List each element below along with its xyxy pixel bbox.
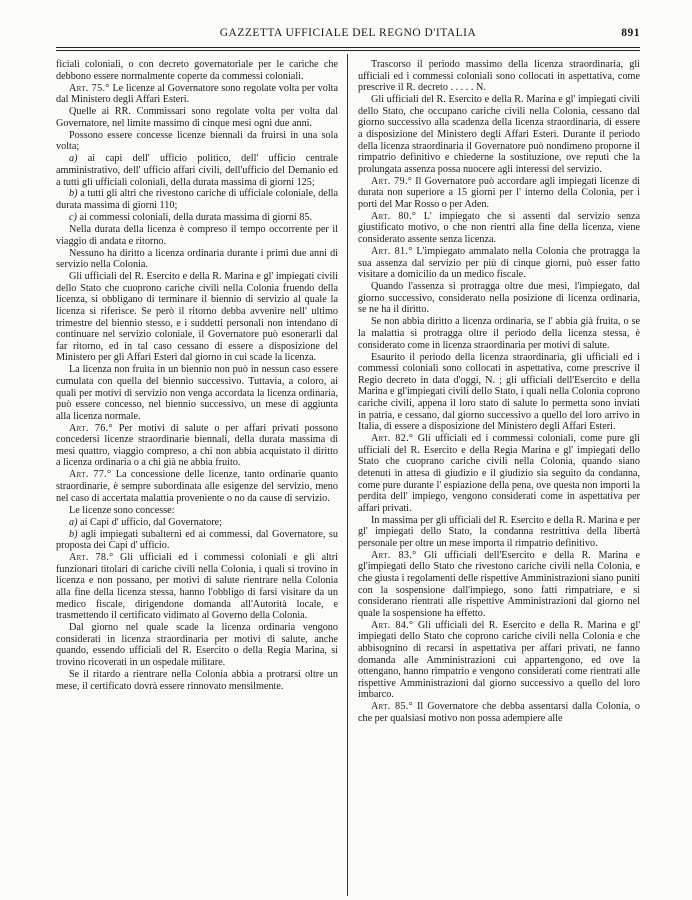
paragraph-text: Dal giorno nel quale scade la licenza ordinaria vengono considerati in licenza straordinaria per motivi di salute, anche quando, essendo ufficiali del R. Esercito o della Regia Marina, si trovino ricoverati in un ospedale militare. [56, 622, 338, 668]
paragraph [56, 669, 338, 692]
paragraph-text: ficiali coloniali, o con decreto governatoriale per le cariche che debbono essere normalmente coperte da commessi coloniali. [56, 59, 338, 82]
article-number: Art. 81.° [371, 246, 413, 258]
article-paragraph [358, 211, 640, 246]
article-number: Art. 75.° [69, 82, 110, 94]
article-paragraph [358, 176, 640, 211]
paragraph-text: Il Governatore può accordare agli impiegati licenze di durata non superiore a 15 giorni per l' interno della Colonia, per i porti del Mar Rosso o per Aden. [358, 175, 640, 210]
paragraph-text: Le licenze al Governatore sono regolate volta per volta dal Ministero degli Affari Esteri. [56, 82, 338, 106]
paragraph [56, 622, 338, 668]
paragraph [358, 352, 640, 433]
paragraph [358, 94, 640, 175]
paragraph-text: L' impiegato che si assenti dal servizio senza giustificato motivo, o che non rientri alla fine della licenza, viene considerato assente senza licenza. [358, 210, 640, 246]
left-column [56, 59, 338, 897]
article-paragraph [56, 83, 338, 106]
item-letter: b) [69, 188, 78, 200]
paragraph-text: Gli ufficiali del R. Esercito e della R. Marina e gl' impiegati dello Stato che coprono cariche civili nella Colonia e che abbisognino di recarsi in aspettativa per affari privati, ne fanno domanda alle Amministrazioni cui appartengono, ed ove la ottengano, hanno rimpatrio e vengono considerati come rientrati alle rispettive Amministrazioni dal giorno successivo a quello del loro imbarco. [358, 619, 640, 701]
paragraph-text: In massima per gli ufficiali del R. Esercito e della R. Marina e per gl' impiegati dello Stato, la condanna restrittiva della libertà personale per oltre un mese importa il rimpatrio definitivo. [358, 514, 640, 549]
paragraph [56, 224, 338, 247]
article-number: Art. 80.° [371, 210, 417, 222]
page-number: 891 [621, 27, 640, 39]
list-item [56, 188, 338, 211]
item-letter: a) [69, 516, 78, 528]
paragraph-text: Il Governatore che debba assentarsi dalla Colonia, o che per qualsiasi motivo non possa adempiere alle [358, 701, 640, 724]
paragraph [56, 59, 338, 82]
paragraph-text: Le licenze sono concesse: [69, 504, 175, 516]
paragraph-text: Se non abbia diritto a licenza ordinaria, se l' abbia già fruita, o se la malattia si protragga oltre il periodo della licenza stessa, è considerato come in licenza straordinaria per motivi di salute. [358, 316, 640, 351]
article-paragraph [56, 469, 338, 504]
paragraph-text: a tutti gli altri che rivestono cariche di ufficiale coloniale, della durata massima di giorni 110; [56, 188, 338, 212]
paragraph-text: L'impiegato ammalato nella Colonia che protragga la sua assenza dal servizio per più di cinque giorni, può esser fatto visitare a domicilio da un medico fiscale. [358, 246, 640, 281]
right-column [358, 59, 640, 897]
paragraph [358, 281, 640, 316]
paragraph-text: Nella durata della licenza è compreso il tempo occorrente per il viaggio di andata e ritorno. [56, 224, 338, 247]
paragraph [358, 515, 640, 550]
article-number: Art. 85.° [371, 701, 413, 713]
article-number: Art. 77.° [69, 469, 112, 481]
paragraph-text: Quando l'assenza si protragga oltre due mesi, l'impiegato, dal giorno successivo, considerato nella posizione di licenza ordinaria, se ne ha il diritto. [358, 281, 640, 316]
paragraph-text: Gli ufficiali ed i commessi coloniali, come pure gli ufficiali del R. Esercito e della Regia Marina e gl' impiegati dello Stato che cuoprano cariche civili nella Colonia, quando siano detenuti in attesa di giudizio e il giudizio sia seguito da condanna, come pure durante l' espiazione della pena, ove questa non importi la perdita dell' impiego, vengono considerati come in aspettativa per affari privati. [358, 433, 640, 514]
paragraph-text: Per motivi di salute o per affari privati possono concedersi licenze straordinarie biennali, della durata massima di mesi quattro, viaggio compreso, a chi non abbia acquistato il diritto a licenza ordinaria o a chi già ne abbia fruito. [56, 422, 338, 469]
header-rule-thin [56, 50, 640, 51]
paragraph-text: Esaurito il periodo della licenza straordinaria, gli ufficiali ed i commessi coloniali sono collocati in aspettativa, come prescrive il Regio decreto in data d'oggi, N. ; gli ufficiali dell'Esercito e della Marina e gl'impiegati civili dello Stato, i quali nella Colonia coprono cariche civili, appena il loro stato di salute lo permetta sono inviati in patria, e cessano, dal giorno successivo a quello del loro arrivo in Italia, di essere a disposizione del Ministero degli Affari Esteri. [358, 351, 640, 433]
paragraph [56, 248, 338, 271]
paragraph-text: ai Capi d' ufficio, dal Governatore; [80, 516, 223, 528]
paragraph-text: ai capi dell' ufficio politico, dell' ufficio centrale amministrativo, dell' ufficio affari civili, dell'ufficio del Demanio ed a tutti gli ufficiali coloniali, della durata massima di giorni 125; [56, 153, 338, 188]
item-letter: a) [69, 153, 78, 165]
list-item [56, 212, 338, 224]
paragraph-text: Nessuno ha diritto a licenza ordinaria durante i primi due anni di servizio nella Colonia. [56, 247, 338, 271]
paragraph [56, 364, 338, 422]
item-letter: b) [69, 528, 78, 540]
article-paragraph [358, 246, 640, 281]
paragraph-text: La licenza non fruita in un biennio non può in nessun caso essere cumulata con quella del biennio successivo. Tuttavia, a coloro, ai quali per motivi di servizio non venga accordata la licenza ordinaria, può essere concesso, nel biennio successivo, un mese di aggiunta alla licenza normale. [56, 364, 338, 422]
paragraph-text: Gli ufficiali del R. Esercito e della R. Marina e gl' impiegati civili dello Stato che cuoprono cariche civili nella Colonia fruendo della licenza, si obbligano di terminare il biennio di servizio al quale la licenza si riferisce. Se però il ritorno debba avvenire nell' ultimo trimestre del biennio stesso, e i suddetti personali non intendano di continuare nel servizio coloniale, il Governatore può esonerarli dal far ritorno, ed in tal caso cessano di essere a disposizione del Ministero per gli Affari Esteri dal giorno in cui scade la licenza. [56, 271, 338, 364]
article-number: Art. 78.° [69, 552, 114, 564]
paragraph [358, 316, 640, 351]
header-rule [56, 47, 640, 48]
article-number: Art. 82.° [371, 433, 414, 445]
paragraph-text: Quelle ai RR. Commissari sono regolate volta per volta dal Governatore, nel limite massimo di cinque mesi ogni due anni. [56, 106, 338, 129]
article-number: Art. 84.° [371, 619, 414, 631]
paragraph-text: La concessione delle licenze, tanto ordinarie quanto straordinarie, è sempre subordinata alle esigenze del servizio, meno nel caso di accertata malattia proveniente o no da cause di servizio. [56, 469, 338, 504]
article-paragraph [358, 701, 640, 724]
article-paragraph [358, 433, 640, 514]
paragraph [56, 106, 338, 129]
paragraph-text: Gli ufficiali dell'Esercito e della R. Marina e gl'impiegati dello Stato che rivestono cariche civili nella Colonia, e che giusta i regolamenti delle rispettive Amministrazioni siano puniti con la sospensione dall'impiego, sono fatti rimpatriare, e si considerano rientrati alle rispettive Amministrazioni dal giorno nel quale la sospensione ha effetto. [358, 549, 640, 619]
paragraph-text: agli impiegati subalterni ed ai commessi, dal Governatore, su proposta dei Capi d' ufficio. [56, 528, 338, 552]
article-paragraph [56, 423, 338, 469]
article-number: Art. 79.° [371, 175, 413, 187]
article-number: Art. 76.° [69, 422, 113, 434]
paragraph [56, 505, 338, 517]
paragraph [56, 271, 338, 364]
list-item [56, 153, 338, 188]
article-paragraph [358, 550, 640, 620]
page-header [56, 27, 640, 43]
paragraph-text: Se il ritardo a rientrare nella Colonia abbia a protrarsi oltre un mese, il certificato dovrà essere rinnovato mensilmente. [56, 668, 338, 692]
paragraph-text: Possono essere concesse licenze biennali da fruirsi in una sola volta; [56, 129, 338, 153]
paragraph-text: ai commessi coloniali, della durata massima di giorni 85. [79, 212, 313, 224]
item-letter: c) [69, 212, 77, 224]
paragraph [358, 59, 640, 94]
paragraph-text: Gli ufficiali ed i commessi coloniali e gli altri funzionari titolari di cariche civili nella Colonia, i quali si trovino in licenza e non possano, per motivi di salute rientrare nella Colonia alla fine della licenza stessa, hanno l'obbligo di farsi visitare da un medico fiscale, dirigendone domanda all'Autorità locale, e trasmettendo il certificato vidimato al Governo della Colonia. [56, 552, 338, 622]
paragraph-text: Trascorso il periodo massimo della licenza straordinaria, gli ufficiali ed i commessi coloniali sono collocati in aspettativa, come prescrive il R. decreto . . . . . N. [358, 59, 640, 94]
column-divider [347, 54, 348, 896]
paragraph-text: Gli ufficiali del R. Esercito e della R. Marina e gl' impiegati civili dello Stato, che occupano cariche civili nella Colonia, cessano dal giorno successivo alla scadenza della licenza straordinaria, di essere a disposizione del Ministero degli Affari Esteri. Durante il periodo della licenza straordinaria il Governatore può nondimeno proporne il rimpatrio definitivo e chiederne la sostituzione, ove reputi che la prolungata assenza possa nuocere agli interessi del servizio. [358, 94, 640, 175]
gazette-title: GAZZETTA UFFICIALE DEL REGNO D'ITALIA [219, 27, 477, 39]
list-item [56, 517, 338, 529]
article-paragraph [56, 552, 338, 622]
article-paragraph [358, 620, 640, 701]
list-item [56, 529, 338, 552]
article-number: Art. 83.° [371, 549, 417, 561]
paragraph [56, 130, 338, 153]
